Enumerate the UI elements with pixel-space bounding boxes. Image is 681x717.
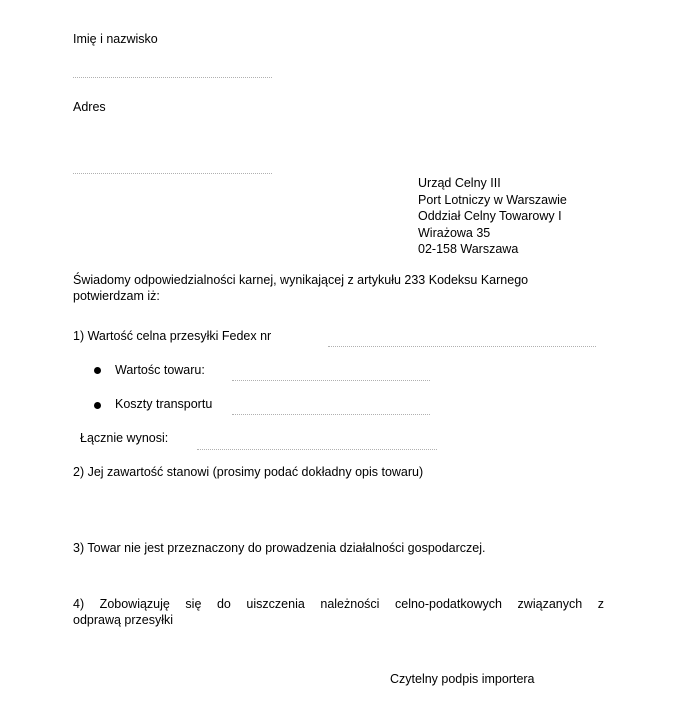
item4-obligation-cont: odprawą przesyłki bbox=[73, 613, 174, 627]
address-label: Adres bbox=[73, 100, 106, 114]
item1-customs-value: 1) Wartość celna przesyłki Fedex nr bbox=[73, 329, 272, 343]
recipient-line: Port Lotniczy w Warszawie bbox=[418, 192, 567, 207]
address-field[interactable] bbox=[73, 173, 272, 174]
item2-contents: 2) Jej zawartość stanowi (prosimy podać dokładny opis towaru) bbox=[73, 465, 424, 479]
signature-label: Czytelny podpis importera bbox=[390, 672, 535, 686]
shipment-number-field[interactable] bbox=[328, 346, 596, 347]
bullet-icon bbox=[94, 367, 101, 374]
recipient-line: Wirażowa 35 bbox=[418, 225, 491, 240]
item4-obligation: 4) Zobowiązuję się do uiszczenia należności celno-podatkowych związanych z bbox=[73, 597, 604, 611]
item3-not-commercial: 3) Towar nie jest przeznaczony do prowadzenia działalności gospodarczej. bbox=[73, 541, 486, 555]
total-field[interactable] bbox=[197, 449, 437, 450]
goods-value-label: Wartośc towaru: bbox=[115, 363, 205, 377]
recipient-line: Urząd Celny III bbox=[418, 176, 501, 190]
transport-cost-field[interactable] bbox=[232, 414, 430, 415]
declaration-intro: Świadomy odpowiedzialności karnej, wynikającej z artykułu 233 Kodeksu Karnego bbox=[73, 273, 529, 287]
declaration-intro-cont: potwierdzam iż: bbox=[73, 289, 160, 303]
recipient-line: 02-158 Warszawa bbox=[418, 242, 519, 256]
total-label: Łącznie wynosi: bbox=[80, 431, 169, 445]
recipient-line: Oddział Celny Towarowy I bbox=[418, 209, 562, 223]
bullet-icon bbox=[94, 402, 101, 409]
transport-cost-label: Koszty transportu bbox=[115, 397, 213, 411]
name-field[interactable] bbox=[73, 77, 272, 78]
recipient-address bbox=[418, 175, 567, 258]
goods-value-field[interactable] bbox=[232, 380, 430, 381]
name-label: Imię i nazwisko bbox=[73, 32, 158, 46]
